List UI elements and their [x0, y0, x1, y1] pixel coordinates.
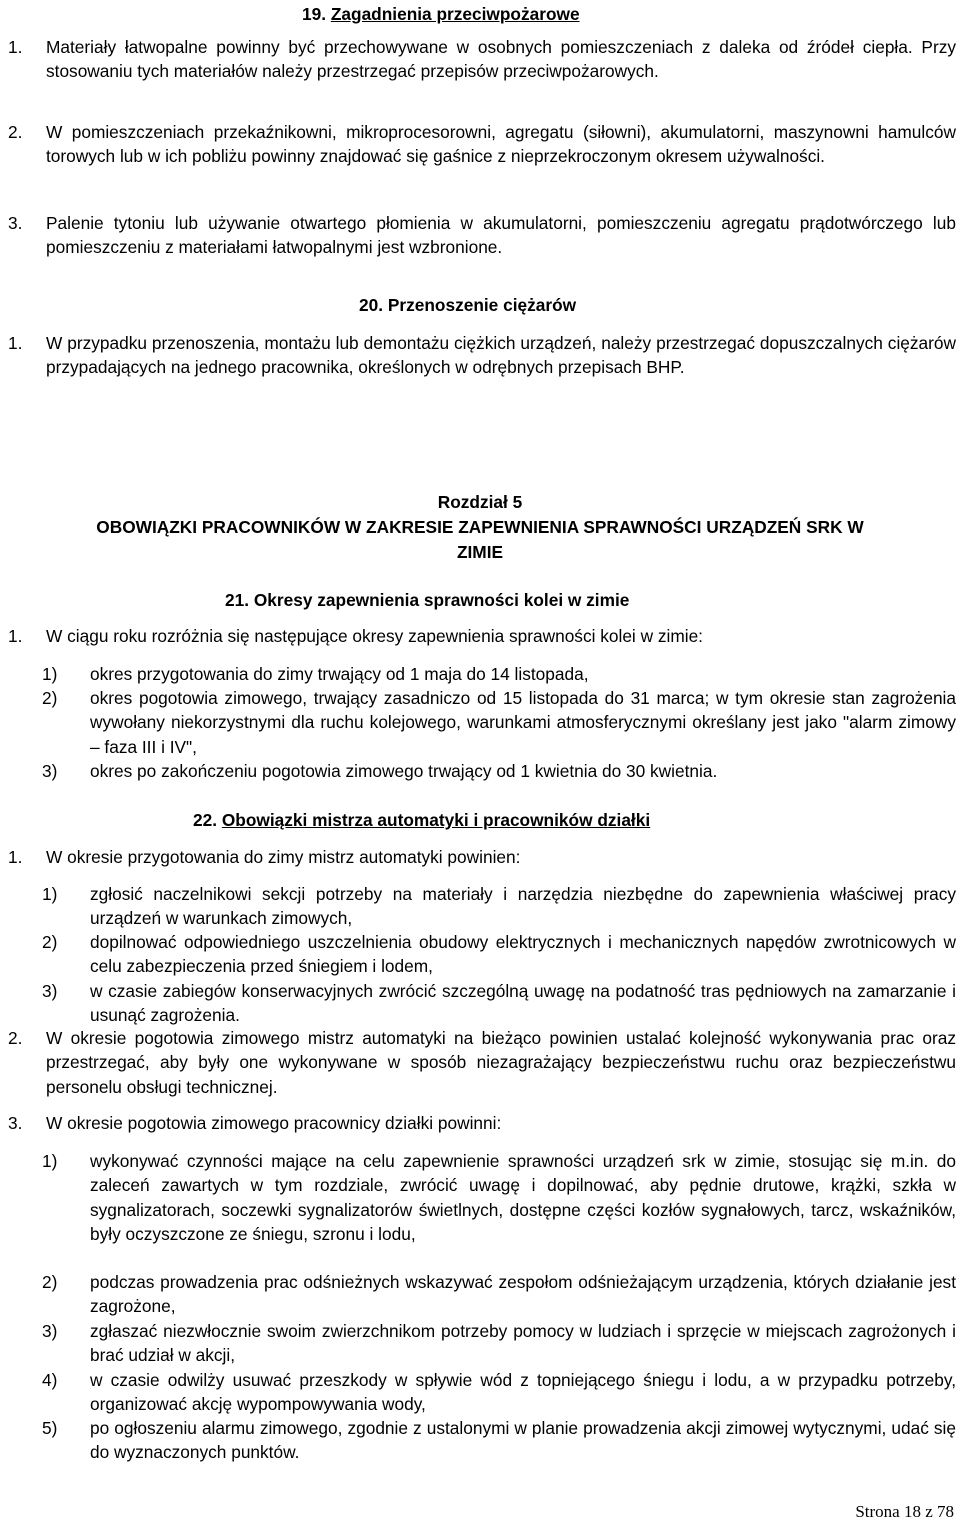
item-number: 2.: [8, 1028, 23, 1048]
sub-item-number: 3): [42, 1321, 58, 1341]
chapter-title-line1: OBOWIĄZKI PRACOWNIKÓW W ZAKRESIE ZAPEWNIENIA SPRAWNOŚCI URZĄDZEŃ SRK W: [96, 517, 864, 537]
list-item: [8, 1111, 956, 1135]
sub-item: [8, 882, 956, 931]
sub-item-text: dopilnować odpowiedniego uszczelnienia obudowy elektrycznych i mechanicznych napędów zwrotnicowych w celu zabezpieczenia przed śniegiem i lodem,: [90, 932, 956, 977]
item-number: 1.: [8, 626, 23, 646]
sub-item: [8, 662, 956, 686]
sub-item-number: 1): [42, 884, 58, 904]
sub-item-number: 5): [42, 1418, 58, 1438]
section-title: Przenoszenie ciężarów: [387, 295, 577, 315]
list-item: [8, 35, 956, 84]
sub-item-text: zgłosić naczelnikowi sekcji potrzeby na materiały i narzędzia niezbędne do zapewnienia właściwej pracy urządzeń w warunkach zimowych,: [90, 884, 956, 929]
sub-item-text: okres pogotowia zimowego, trwający zasadniczo od 15 listopada do 31 marca; w tym okresie stan zagrożenia wywołany niekorzystnymi dla ruchu kolejowego, warunkami atmosferycznymi określany jest jako "alarm zimowy – faza III i IV",: [90, 688, 956, 757]
item-text: W przypadku przenoszenia, montażu lub demontażu ciężkich urządzeń, należy przestrzegać dopuszczalnych ciężarów przypadających na jednego pracownika, określonych w odrębnych przepisach BHP.: [46, 333, 956, 378]
item-text: W okresie przygotowania do zimy mistrz automatyki powinien:: [46, 847, 521, 867]
sub-item-text: po ogłoszeniu alarmu zimowego, zgodnie z ustalonymi w planie prowadzenia akcji zimowej wytycznymi, udać się do wyznaczonych punktów.: [90, 1418, 956, 1463]
item-text: W ciągu roku rozróżnia się następujące okresy zapewnienia sprawności kolei w zimie:: [46, 626, 703, 646]
sub-item: [8, 1416, 956, 1465]
sub-item-number: 2): [42, 932, 58, 952]
sub-item-text: okres przygotowania do zimy trwający od 1 maja do 14 listopada,: [90, 664, 589, 684]
section-heading-21: [225, 588, 629, 612]
sub-item-text: okres po zakończeniu pogotowia zimowego trwający od 1 kwietnia do 30 kwietnia.: [90, 761, 718, 781]
item-number: 1.: [8, 333, 23, 353]
sub-item-text: w czasie zabiegów konserwacyjnych zwrócić szczególną uwagę na podatność tras pędniowych na zamarzanie i usunąć zagrożenia.: [90, 981, 956, 1026]
sub-item-number: 2): [42, 688, 58, 708]
section-title: Okresy zapewnienia sprawności kolei w zimie: [253, 590, 630, 610]
list-item: [8, 120, 956, 169]
sub-item-number: 2): [42, 1272, 58, 1292]
item-text: W pomieszczeniach przekaźnikowni, mikroprocesorowni, agregatu (siłowni), akumulatorni, maszynowni hamulców torowych lub w ich pobliżu powinny znajdować się gaśnice z nieprzekroczonym okresem używalności.: [46, 122, 956, 167]
chapter-title-line2: ZIMIE: [456, 542, 504, 562]
item-text: W okresie pogotowia zimowego mistrz automatyki na bieżąco powinien ustalać kolejność wykonywania prac oraz przestrzegać, aby były one wykonywane w sposób niezagrażający bezpieczeństwu ruchu oraz bezpieczeństwu personelu obsługi technicznej.: [46, 1028, 956, 1097]
section-heading-20: [359, 293, 576, 317]
sub-item: [8, 1319, 956, 1368]
list-item: [8, 211, 956, 260]
item-text: W okresie pogotowia zimowego pracownicy działki powinni:: [46, 1113, 502, 1133]
section-number: 19.: [302, 4, 327, 24]
sub-item-number: 4): [42, 1370, 58, 1390]
list-item: [8, 845, 956, 869]
item-number: 2.: [8, 122, 23, 142]
item-number: 1.: [8, 37, 23, 57]
sub-item-number: 1): [42, 664, 58, 684]
item-text: Materiały łatwopalne powinny być przechowywane w osobnych pomieszczeniach z daleka od źródeł ciepła. Przy stosowaniu tych materiałów należy przestrzegać przepisów przeciwpożarowych.: [46, 37, 956, 82]
sub-item: [8, 1270, 956, 1319]
item-number: 3.: [8, 213, 23, 233]
sub-item-text: podczas prowadzenia prac odśnieżnych wskazywać zespołom odśnieżającym urządzenia, których działanie jest zagrożone,: [90, 1272, 956, 1317]
section-title: Zagadnienia przeciwpożarowe: [330, 4, 580, 24]
sub-item-text: wykonywać czynności mające na celu zapewnienie sprawności urządzeń srk w zimie, stosując się m.in. do zaleceń zawartych w tym rozdziale, zwrócić uwagę i dopilnować, aby pędnie drutowe, krążki, szkła w sygnalizatorach, soczewki sygnalizatorów świetlnych, dostępne części kozłów sygnałowych, tarcz, wskaźników, były oczyszczone ze śniegu, szronu i lodu,: [90, 1151, 956, 1244]
sub-item: [8, 686, 956, 759]
sub-item-text: w czasie odwilży usuwać przeszkody w spływie wód z topniejącego śniegu i lodu, a w przypadku potrzeby, organizować akcję wypompowywania wody,: [90, 1370, 956, 1415]
sub-item: [8, 1149, 956, 1246]
sub-item-number: 1): [42, 1151, 58, 1171]
sub-item: [8, 759, 956, 783]
section-heading-19: [302, 2, 580, 26]
sub-item-text: zgłaszać niezwłocznie swoim zwierzchnikom potrzeby pomocy w ludziach i sprzęcie w miejscach zagrożonych i brać udział w akcji,: [90, 1321, 956, 1366]
sub-item: [8, 979, 956, 1028]
item-number: 1.: [8, 847, 23, 867]
section-heading-22: [193, 808, 650, 832]
page-number: Strona 18 z 78: [855, 1502, 954, 1521]
section-number: 21.: [225, 590, 250, 610]
section-title: Obowiązki mistrza automatyki i pracowników działki: [221, 810, 651, 830]
chapter-label: Rozdział 5: [437, 492, 523, 512]
item-text: Palenie tytoniu lub używanie otwartego płomienia w akumulatorni, pomieszczeniu agregatu prądotwórczego lub pomieszczeniu z materiałami łatwopalnymi jest wzbronione.: [46, 213, 956, 258]
list-item: [8, 331, 956, 380]
item-number: 3.: [8, 1113, 23, 1133]
sub-item-number: 3): [42, 761, 58, 781]
section-number: 20.: [359, 295, 384, 315]
sub-item: [8, 930, 956, 979]
list-item: [8, 624, 956, 648]
sub-item: [8, 1368, 956, 1417]
section-number: 22.: [193, 810, 218, 830]
sub-item-number: 3): [42, 981, 58, 1001]
list-item: [8, 1026, 956, 1099]
